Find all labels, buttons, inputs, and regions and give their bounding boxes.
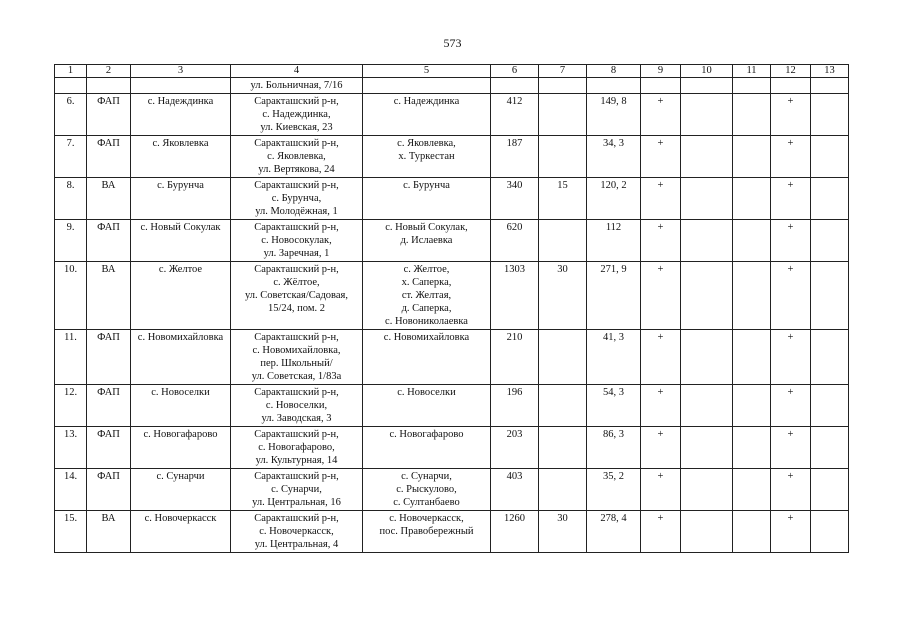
column-13-mark: [811, 469, 849, 511]
column-11-mark: [733, 469, 771, 511]
served-settlements-line: с. Новогафарово: [389, 429, 464, 440]
table-row: [55, 220, 849, 262]
facility-address-line: Саракташский р-н,: [254, 222, 339, 233]
column-header-2: 2: [87, 65, 131, 78]
column-13-mark: [811, 220, 849, 262]
settlement-name: с. Надеждинка: [131, 94, 231, 136]
facility-address-line: Саракташский р-н,: [254, 332, 339, 343]
staff-count: [539, 469, 587, 511]
facility-address: [231, 427, 363, 469]
table-row: [55, 136, 849, 178]
facilities-table: [54, 64, 849, 553]
column-12-mark: +: [771, 427, 811, 469]
table-row: [55, 178, 849, 220]
column-13-mark: [811, 511, 849, 553]
column-header-9: 9: [641, 65, 681, 78]
column-header-1: 1: [55, 65, 87, 78]
column-13-mark: [811, 330, 849, 385]
floor-area: 41, 3: [587, 330, 641, 385]
served-settlements-line: с. Новомихайловка: [383, 332, 470, 343]
facility-address-line: ул. Культурная, 14: [255, 455, 338, 466]
floor-area: 271, 9: [587, 262, 641, 330]
settlement-name: с. Новомихайловка: [131, 330, 231, 385]
facility-address-line: с. Новочеркасск,: [259, 526, 334, 537]
served-settlements: [363, 511, 491, 553]
row-number: 14.: [55, 469, 87, 511]
facility-address-line: с. Яковлевка,: [267, 151, 326, 162]
population-served: 340: [491, 178, 539, 220]
column-9-mark: +: [641, 178, 681, 220]
served-settlements-line: пос. Правобережный: [379, 526, 474, 537]
staff-count: [539, 330, 587, 385]
population-served: 1303: [491, 262, 539, 330]
column-header-3: 3: [131, 65, 231, 78]
facility-address-line: Саракташский р-н,: [254, 513, 339, 524]
served-settlements-line: с. Новый Сокулак,: [385, 222, 468, 233]
row-number: 6.: [55, 94, 87, 136]
facility-address-line: Саракташский р-н,: [254, 471, 339, 482]
settlement-name: с. Бурунча: [131, 178, 231, 220]
facility-address-line: Саракташский р-н,: [254, 429, 339, 440]
column-9-mark: +: [641, 511, 681, 553]
column-header-11: 11: [733, 65, 771, 78]
column-10-mark: [681, 262, 733, 330]
column-11-mark: [733, 94, 771, 136]
population-served: 187: [491, 136, 539, 178]
column-12-mark: +: [771, 469, 811, 511]
column-12-mark: +: [771, 136, 811, 178]
column-10-mark: [681, 330, 733, 385]
served-settlements-line: д. Саперка,: [401, 303, 452, 314]
facility-address-line: с. Надеждинка,: [262, 109, 331, 120]
staff-count: [539, 427, 587, 469]
population-served: 403: [491, 469, 539, 511]
served-settlements: [363, 427, 491, 469]
column-11-mark: [733, 178, 771, 220]
column-11-mark: [733, 262, 771, 330]
facility-type: ВА: [87, 262, 131, 330]
column-9-mark: +: [641, 385, 681, 427]
row-number: 12.: [55, 385, 87, 427]
row-number: 11.: [55, 330, 87, 385]
facility-type: ФАП: [87, 385, 131, 427]
floor-area: 149, 8: [587, 94, 641, 136]
column-9-mark: +: [641, 330, 681, 385]
row-number: 15.: [55, 511, 87, 553]
facility-address-line: с. Жёлтое,: [273, 277, 320, 288]
column-9-mark: +: [641, 469, 681, 511]
facility-address-line: с. Сунарчи,: [271, 484, 322, 495]
page-number: 573: [443, 36, 462, 50]
floor-area: 86, 3: [587, 427, 641, 469]
facility-type: ФАП: [87, 330, 131, 385]
floor-area: 278, 4: [587, 511, 641, 553]
served-settlements: [363, 385, 491, 427]
table-row: [55, 511, 849, 553]
column-12-mark: +: [771, 511, 811, 553]
served-settlements-line: с. Сунарчи,: [401, 471, 452, 482]
served-settlements-line: х. Туркестан: [398, 151, 455, 162]
served-settlements: [363, 330, 491, 385]
served-settlements: [363, 469, 491, 511]
settlement-name: с. Новоселки: [131, 385, 231, 427]
column-header-row: [55, 65, 849, 78]
column-13-mark: [811, 385, 849, 427]
column-13-mark: [811, 94, 849, 136]
served-settlements-line: с. Султанбаево: [393, 497, 460, 508]
population-served: 196: [491, 385, 539, 427]
column-header-6: 6: [491, 65, 539, 78]
staff-count: 30: [539, 262, 587, 330]
table-row: [55, 427, 849, 469]
table-row: [55, 262, 849, 330]
facility-type: ФАП: [87, 469, 131, 511]
population-served: 210: [491, 330, 539, 385]
table-row: [55, 385, 849, 427]
column-9-mark: +: [641, 427, 681, 469]
served-settlements: [363, 136, 491, 178]
facility-address-line: Саракташский р-н,: [254, 96, 339, 107]
floor-area: 120, 2: [587, 178, 641, 220]
column-12-mark: +: [771, 178, 811, 220]
column-10-mark: [681, 427, 733, 469]
population-served: 203: [491, 427, 539, 469]
settlement-name: с. Новочеркасск: [131, 511, 231, 553]
column-header-4: 4: [231, 65, 363, 78]
column-10-mark: [681, 385, 733, 427]
column-13-mark: [811, 427, 849, 469]
settlement-name: с. Новогафарово: [131, 427, 231, 469]
served-settlements-line: с. Новочеркасск,: [389, 513, 464, 524]
column-9-mark: +: [641, 136, 681, 178]
column-12-mark: +: [771, 385, 811, 427]
column-header-13: 13: [811, 65, 849, 78]
facility-address-line: Саракташский р-н,: [254, 387, 339, 398]
facility-address-line: с. Новоселки,: [265, 400, 328, 411]
facility-address-line: ул. Вертякова, 24: [258, 164, 335, 175]
column-10-mark: [681, 220, 733, 262]
table-row: [55, 94, 849, 136]
served-settlements-line: с. Надеждинка: [393, 96, 460, 107]
settlement-name: с. Новый Сокулак: [131, 220, 231, 262]
column-12-mark: +: [771, 220, 811, 262]
staff-count: 30: [539, 511, 587, 553]
served-settlements: [363, 94, 491, 136]
column-12-mark: +: [771, 262, 811, 330]
population-served: 1260: [491, 511, 539, 553]
facility-type: ФАП: [87, 427, 131, 469]
column-header-7: 7: [539, 65, 587, 78]
column-10-mark: [681, 94, 733, 136]
facility-address: [231, 178, 363, 220]
column-10-mark: [681, 136, 733, 178]
facility-address-line: ул. Центральная, 16: [252, 497, 341, 508]
facility-address-line: ул. Заречная, 1: [263, 248, 330, 259]
served-settlements-line: ст. Желтая,: [401, 290, 452, 301]
facility-address-line: пер. Школьный/: [260, 358, 333, 369]
continuation-row: [55, 78, 849, 94]
column-11-mark: [733, 136, 771, 178]
staff-count: [539, 94, 587, 136]
column-header-5: 5: [363, 65, 491, 78]
facility-address: [231, 385, 363, 427]
facility-address: [231, 469, 363, 511]
staff-count: [539, 220, 587, 262]
facility-address-line: ул. Советская/Садовая,: [244, 290, 348, 301]
served-settlements-line: с. Желтое,: [403, 264, 450, 275]
facility-type: ФАП: [87, 136, 131, 178]
floor-area: 54, 3: [587, 385, 641, 427]
facility-address-line: ул. Центральная, 4: [254, 539, 339, 550]
facility-address-line: с. Новогафарово,: [258, 442, 335, 453]
facility-address-line: с. Новосокулак,: [261, 235, 332, 246]
facility-address: [231, 262, 363, 330]
facility-address: [231, 94, 363, 136]
facility-address-line: 15/24, пом. 2: [268, 303, 325, 314]
row-number: 8.: [55, 178, 87, 220]
table-row: [55, 330, 849, 385]
facility-type: ФАП: [87, 220, 131, 262]
row-number: 13.: [55, 427, 87, 469]
facility-address-line: Саракташский р-н,: [254, 180, 339, 191]
staff-count: [539, 136, 587, 178]
row-number: 7.: [55, 136, 87, 178]
row-number: 9.: [55, 220, 87, 262]
facility-address-line: Саракташский р-н,: [254, 264, 339, 275]
column-11-mark: [733, 427, 771, 469]
floor-area: 34, 3: [587, 136, 641, 178]
settlement-name: с. Яковлевка: [131, 136, 231, 178]
facility-address-line: ул. Киевская, 23: [260, 122, 333, 133]
facility-address-line: с. Новомихайловка,: [252, 345, 341, 356]
table-row: [55, 469, 849, 511]
facility-type: ВА: [87, 511, 131, 553]
settlement-name: с. Сунарчи: [131, 469, 231, 511]
facility-address: [231, 136, 363, 178]
column-12-mark: +: [771, 94, 811, 136]
facility-address: [231, 220, 363, 262]
population-served: 412: [491, 94, 539, 136]
settlement-name: с. Желтое: [131, 262, 231, 330]
floor-area: 112: [587, 220, 641, 262]
served-settlements-line: д. Ислаевка: [400, 235, 453, 246]
served-settlements: [363, 220, 491, 262]
column-13-mark: [811, 178, 849, 220]
facility-type: ФАП: [87, 94, 131, 136]
column-header-8: 8: [587, 65, 641, 78]
staff-count: [539, 385, 587, 427]
column-12-mark: +: [771, 330, 811, 385]
column-10-mark: [681, 178, 733, 220]
column-11-mark: [733, 385, 771, 427]
facility-address: [231, 511, 363, 553]
served-settlements-line: х. Саперка,: [401, 277, 452, 288]
facility-address-line: ул. Советская, 1/83а: [251, 371, 342, 382]
column-13-mark: [811, 136, 849, 178]
column-11-mark: [733, 220, 771, 262]
facility-address-line: ул. Молодёжная, 1: [255, 206, 338, 217]
column-10-mark: [681, 469, 733, 511]
served-settlements-line: с. Новониколаевка: [385, 316, 468, 327]
column-9-mark: +: [641, 94, 681, 136]
column-9-mark: +: [641, 220, 681, 262]
served-settlements-line: с. Бурунча: [403, 180, 450, 191]
population-served: 620: [491, 220, 539, 262]
column-9-mark: +: [641, 262, 681, 330]
facility-address-line: ул. Заводская, 3: [261, 413, 332, 424]
column-11-mark: [733, 330, 771, 385]
column-header-10: 10: [681, 65, 733, 78]
served-settlements: [363, 178, 491, 220]
row-number: 10.: [55, 262, 87, 330]
served-settlements-line: с. Новоселки: [397, 387, 456, 398]
served-settlements-line: с. Яковлевка,: [397, 138, 456, 149]
facility-address-line: с. Бурунча,: [271, 193, 322, 204]
facility-type: ВА: [87, 178, 131, 220]
column-11-mark: [733, 511, 771, 553]
floor-area: 35, 2: [587, 469, 641, 511]
staff-count: 15: [539, 178, 587, 220]
facility-address: [231, 330, 363, 385]
column-10-mark: [681, 511, 733, 553]
facility-address-line: Саракташский р-н,: [254, 138, 339, 149]
served-settlements-line: с. Рыскулово,: [396, 484, 457, 495]
column-13-mark: [811, 262, 849, 330]
address-continuation: ул. Больничная, 7/16: [231, 78, 363, 94]
served-settlements: [363, 262, 491, 330]
column-header-12: 12: [771, 65, 811, 78]
